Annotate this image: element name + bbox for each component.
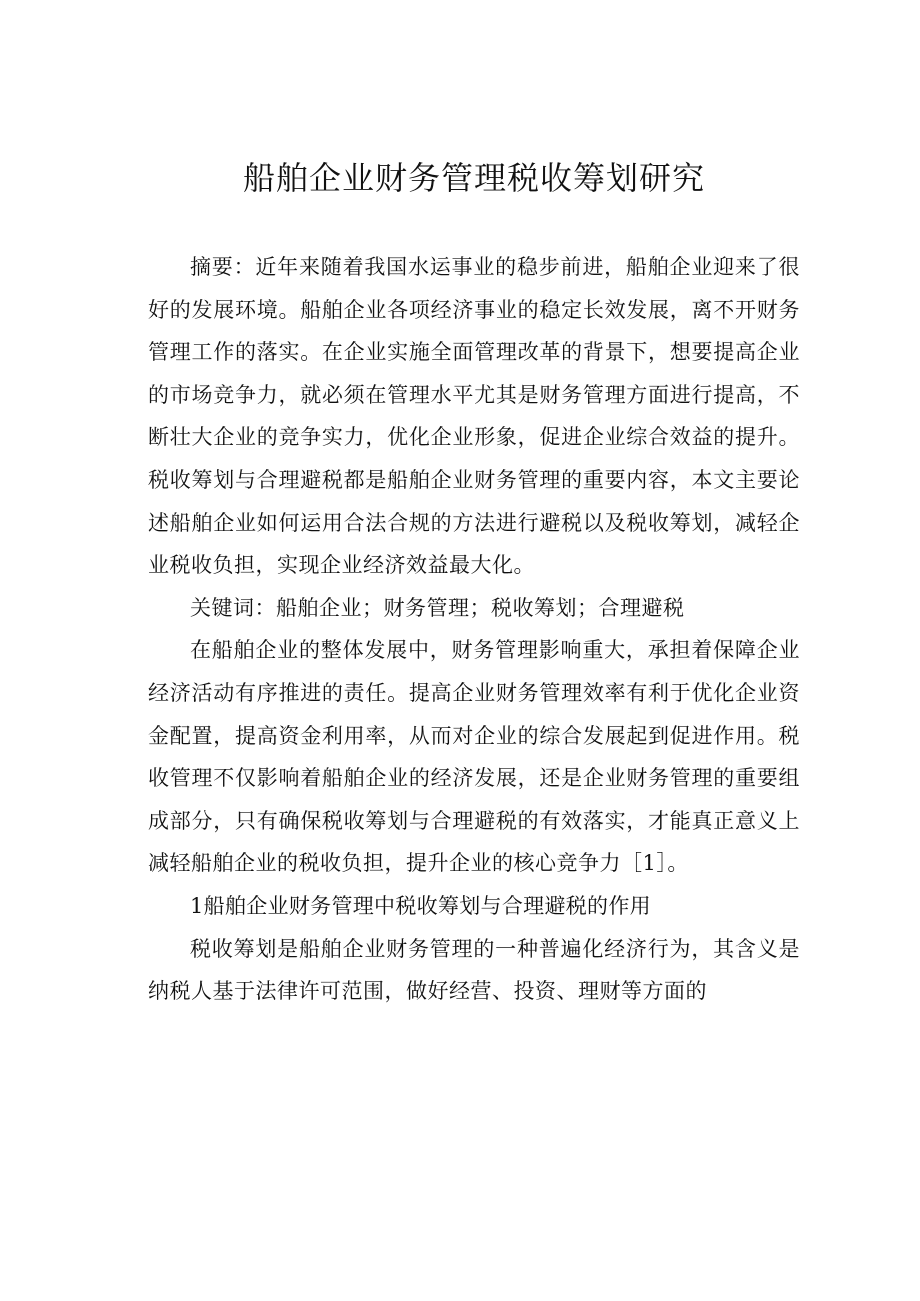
section-1-heading: 1船舶企业财务管理中税收筹划与合理避税的作用 — [190, 893, 651, 918]
document-title: 船舶企业财务管理税收筹划研究 — [242, 159, 705, 197]
section-1-paragraph: 税收筹划是船舶企业财务管理的一种普遍化经济行为，其含义是纳税人基于法律许可范围，做好经营、投资、理财等方面的 — [148, 936, 800, 1004]
keywords-paragraph: 关键词：船舶企业；财务管理；税收筹划；合理避税 — [190, 595, 685, 620]
document-body — [148, 246, 800, 1013]
abstract-paragraph: 摘要：近年来随着我国水运事业的稳步前进，船舶企业迎来了很好的发展环境。船舶企业各项经济事业的稳定长效发展，离不开财务管理工作的落实。在企业实施全面管理改革的背景下，想要提高企业的市场竞争力，就必须在管理水平尤其是财务管理方面进行提高，不断壮大企业的竞争实力，优化企业形象，促进企业综合效益的提升。税收筹划与合理避税都是船舶企业财务管理的重要内容，本文主要论述船舶企业如何运用合法合规的方法进行避税以及税收筹划，减轻企业税收负担，实现企业经济效益最大化。 — [148, 255, 800, 578]
intro-paragraph: 在船舶企业的整体发展中，财务管理影响重大，承担着保障企业经济活动有序推进的责任。提高企业财务管理效率有利于优化企业资金配置，提高资金利用率，从而对企业的综合发展起到促进作用。税收管理不仅影响着船舶企业的经济发展，还是企业财务管理的重要组成部分，只有确保税收筹划与合理避税的有效落实，才能真正意义上减轻船舶企业的税收负担，提升企业的核心竞争力［1］。 — [148, 638, 800, 876]
